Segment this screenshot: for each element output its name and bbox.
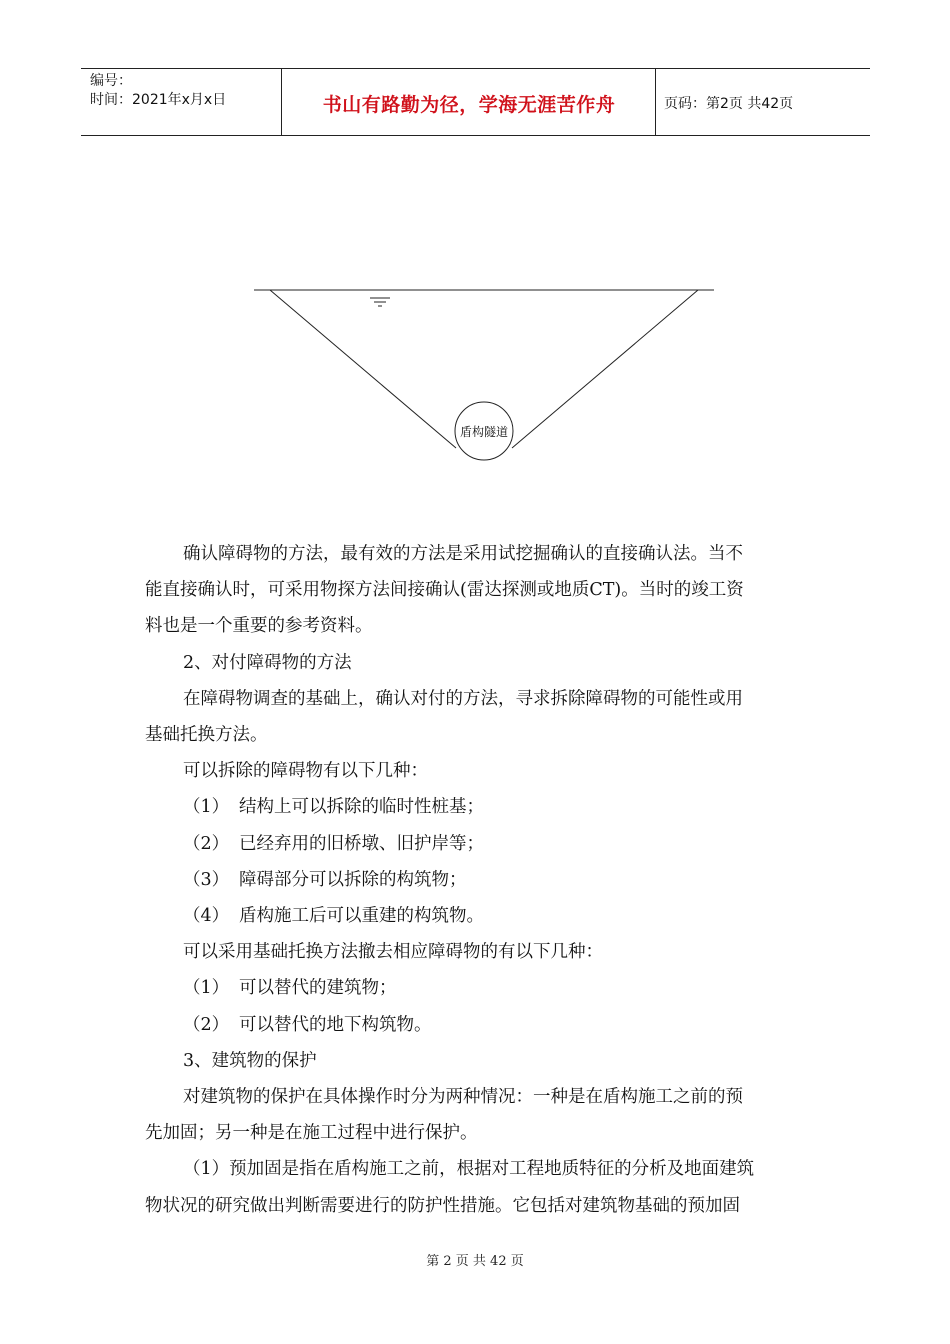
list-item (145, 826, 810, 862)
section-heading: 2、对付障碍物的方法 (183, 652, 352, 673)
header-divider-right (655, 69, 656, 136)
header-bottom-border (81, 135, 870, 136)
tunnel-diagram (250, 280, 720, 470)
influence-line-right (512, 290, 698, 448)
list-item-text: 盾构施工后可以重建的构筑物。 (239, 906, 484, 927)
list-item (145, 898, 810, 934)
paragraph-line: 能直接确认时，可采用物探方法间接确认(雷达探测或地质CT)。当时的竣工资 (145, 580, 744, 601)
body-text (145, 536, 810, 1224)
list-item-number: （1） (183, 797, 230, 818)
paragraph-line: 物状况的研究做出判断需要进行的防护性措施。它包括对建筑物基础的预加固 (145, 1195, 740, 1216)
list-item-text: 可以替代的建筑物； (239, 978, 397, 999)
list-item-text: 已经弃用的旧桥墩、旧护岸等； (239, 833, 484, 854)
water-level-icon (370, 298, 390, 306)
paragraph-line: 可以拆除的障碍物有以下几种： (183, 761, 428, 782)
paragraph-line: 在障碍物调查的基础上，确认对付的方法，寻求拆除障碍物的可能性或用 (183, 688, 743, 709)
header-meta (90, 72, 226, 110)
list-item-number: （3） (183, 869, 230, 890)
shield-tunnel-label: 盾构隧道 (459, 425, 509, 439)
list-item (145, 970, 810, 1006)
header-page-info: 页码：第2页 共42页 (664, 96, 794, 112)
list-item-number: （4） (183, 906, 230, 927)
header-motto: 书山有路勤为径，学海无涯苦作舟 (322, 94, 616, 116)
header-divider-left (281, 69, 282, 136)
document-number-label: 编号： (90, 73, 132, 89)
paragraph-line: 先加固；另一种是在施工过程中进行保护。 (145, 1123, 478, 1144)
list-item-number: （2） (183, 1014, 230, 1035)
list-item (145, 862, 810, 898)
list-item-text: 障碍部分可以拆除的构筑物； (239, 869, 467, 890)
list-item (145, 1007, 810, 1043)
header-top-border (81, 68, 870, 69)
list-item (145, 789, 810, 825)
paragraph-line: 对建筑物的保护在具体操作时分为两种情况：一种是在盾构施工之前的预 (183, 1087, 743, 1108)
paragraph-line: 可以采用基础托换方法撤去相应障碍物的有以下几种： (183, 942, 603, 963)
page-footer: 第 2 页 共 42 页 (426, 1254, 524, 1269)
list-item-text: 结构上可以拆除的临时性桩基； (239, 797, 484, 818)
influence-line-left (270, 290, 456, 448)
paragraph-line: 基础托换方法。 (145, 725, 268, 746)
paragraph-line: 确认障碍物的方法，最有效的方法是采用试挖掘确认的直接确认法。当不 (183, 544, 743, 564)
list-item-number: （2） (183, 833, 230, 854)
document-time-label: 时间：2021年x月x日 (90, 92, 227, 108)
paragraph-line: （1）预加固是指在盾构施工之前，根据对工程地质特征的分析及地面建筑 (183, 1159, 755, 1180)
section-heading: 3、建筑物的保护 (183, 1050, 317, 1071)
paragraph-line: 料也是一个重要的参考资料。 (145, 616, 373, 637)
list-item-text: 可以替代的地下构筑物。 (239, 1014, 432, 1035)
list-item-number: （1） (183, 978, 230, 999)
